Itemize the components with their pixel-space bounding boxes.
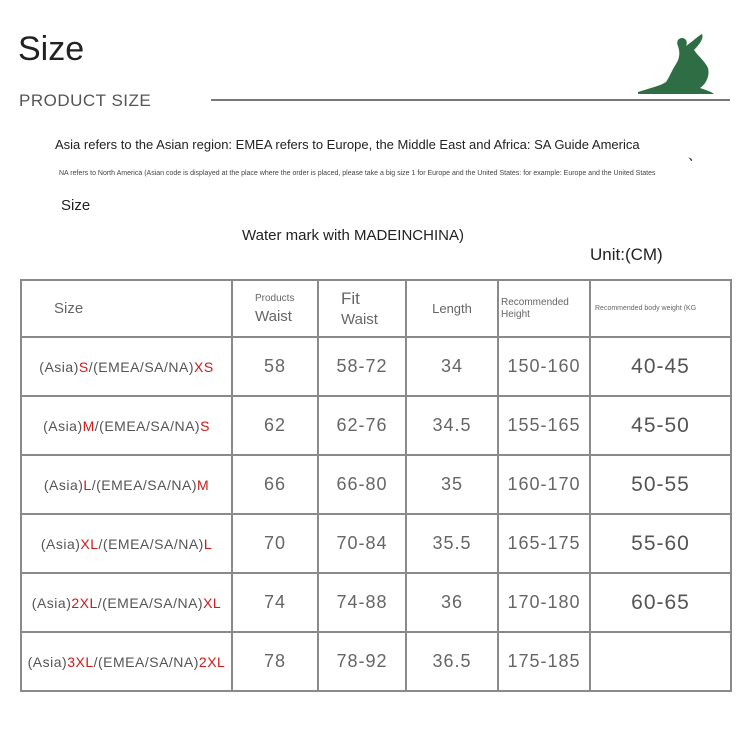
region-note: Asia refers to the Asian region: EMEA refers to Europe, the Middle East and Africa: SA Guide America bbox=[55, 137, 640, 152]
height-cell: 160-170 bbox=[498, 455, 590, 514]
size-table bbox=[20, 279, 732, 692]
table-row bbox=[21, 455, 731, 514]
weight-cell bbox=[590, 632, 731, 691]
length-cell: 34.5 bbox=[406, 396, 498, 455]
asia-prefix: (Asia) bbox=[27, 653, 68, 670]
watermark-note: Water mark with MADEINCHINA) bbox=[242, 227, 464, 244]
weight-cell: 60-65 bbox=[590, 573, 731, 632]
length-cell: 34 bbox=[406, 337, 498, 396]
table-row bbox=[21, 396, 731, 455]
waist-cell: 58 bbox=[232, 337, 318, 396]
asia-size: 2XL bbox=[71, 594, 98, 611]
intl-size: XS bbox=[194, 358, 214, 375]
region-label: /(EMEA/SA/NA) bbox=[98, 535, 204, 552]
region-label: /(EMEA/SA/NA) bbox=[91, 476, 197, 493]
intl-size: S bbox=[200, 417, 210, 434]
size-cell bbox=[21, 337, 232, 396]
region-label: /(EMEA/SA/NA) bbox=[88, 358, 194, 375]
table-row bbox=[21, 573, 731, 632]
table-header-row bbox=[21, 280, 731, 337]
asia-size: M bbox=[82, 417, 95, 434]
region-label: /(EMEA/SA/NA) bbox=[93, 653, 199, 670]
asia-prefix: (Asia) bbox=[43, 476, 84, 493]
header-products: Products bbox=[255, 292, 295, 304]
intl-size: 2XL bbox=[198, 653, 226, 670]
weight-cell: 40-45 bbox=[590, 337, 731, 396]
fit-waist-cell: 74-88 bbox=[318, 573, 406, 632]
length-cell: 36 bbox=[406, 573, 498, 632]
waist-cell: 78 bbox=[232, 632, 318, 691]
asia-prefix: (Asia) bbox=[40, 535, 81, 552]
header-length: Length bbox=[406, 280, 498, 337]
asia-size: 3XL bbox=[67, 653, 94, 670]
header-fit: Fit bbox=[341, 289, 360, 308]
header-fit-waist bbox=[318, 280, 406, 337]
height-cell: 165-175 bbox=[498, 514, 590, 573]
page-title: Size bbox=[18, 30, 85, 68]
region-note-mark: 、 bbox=[688, 147, 702, 163]
length-cell: 35 bbox=[406, 455, 498, 514]
region-note-detail: NA refers to North America (Asian code is displayed at the place where the order is placed, please take a big size 1 for Europe and the United States: for example: Europe and the United States bbox=[59, 170, 656, 177]
header-fit-waist-label: Waist bbox=[341, 311, 378, 328]
asia-size: L bbox=[83, 476, 92, 493]
region-label: /(EMEA/SA/NA) bbox=[94, 417, 201, 434]
intl-size: L bbox=[203, 535, 213, 552]
asia-prefix: (Asia) bbox=[43, 417, 83, 434]
header-recommended-weight: Recommended body weight (KG bbox=[590, 280, 731, 337]
header-waist: Waist bbox=[255, 307, 292, 325]
height-cell: 175-185 bbox=[498, 632, 590, 691]
height-cell: 170-180 bbox=[498, 573, 590, 632]
header-products-waist bbox=[232, 280, 318, 337]
size-label: Size bbox=[61, 197, 91, 214]
intl-size: M bbox=[196, 476, 210, 493]
waist-cell: 66 bbox=[232, 455, 318, 514]
size-cell bbox=[21, 632, 232, 691]
fit-waist-cell: 58-72 bbox=[318, 337, 406, 396]
region-label: /(EMEA/SA/NA) bbox=[97, 594, 204, 611]
header-size: Size bbox=[21, 280, 232, 337]
waist-cell: 74 bbox=[232, 573, 318, 632]
section-subtitle: PRODUCT SIZE bbox=[19, 91, 152, 110]
asia-prefix: (Asia) bbox=[39, 358, 79, 375]
unit-label: Unit:(CM) bbox=[590, 245, 663, 264]
size-cell bbox=[21, 396, 232, 455]
table-row bbox=[21, 337, 731, 396]
size-cell bbox=[21, 573, 232, 632]
asia-size: XL bbox=[80, 535, 99, 552]
fit-waist-cell: 62-76 bbox=[318, 396, 406, 455]
asia-size: S bbox=[78, 358, 89, 375]
asia-prefix: (Asia) bbox=[31, 594, 72, 611]
fit-waist-cell: 66-80 bbox=[318, 455, 406, 514]
intl-size: XL bbox=[203, 594, 222, 611]
length-cell: 36.5 bbox=[406, 632, 498, 691]
fit-waist-cell: 78-92 bbox=[318, 632, 406, 691]
table-row bbox=[21, 632, 731, 691]
size-cell bbox=[21, 455, 232, 514]
height-cell: 155-165 bbox=[498, 396, 590, 455]
header-recommended-height: Recommended Height bbox=[498, 280, 590, 337]
waist-cell: 62 bbox=[232, 396, 318, 455]
height-cell: 150-160 bbox=[498, 337, 590, 396]
weight-cell: 45-50 bbox=[590, 396, 731, 455]
fit-waist-cell: 70-84 bbox=[318, 514, 406, 573]
weight-cell: 55-60 bbox=[590, 514, 731, 573]
table-row bbox=[21, 514, 731, 573]
waist-cell: 70 bbox=[232, 514, 318, 573]
length-cell: 35.5 bbox=[406, 514, 498, 573]
weight-cell: 50-55 bbox=[590, 455, 731, 514]
size-cell bbox=[21, 514, 232, 573]
divider-line bbox=[211, 99, 730, 101]
yoga-pose-silhouette-icon bbox=[636, 32, 714, 96]
